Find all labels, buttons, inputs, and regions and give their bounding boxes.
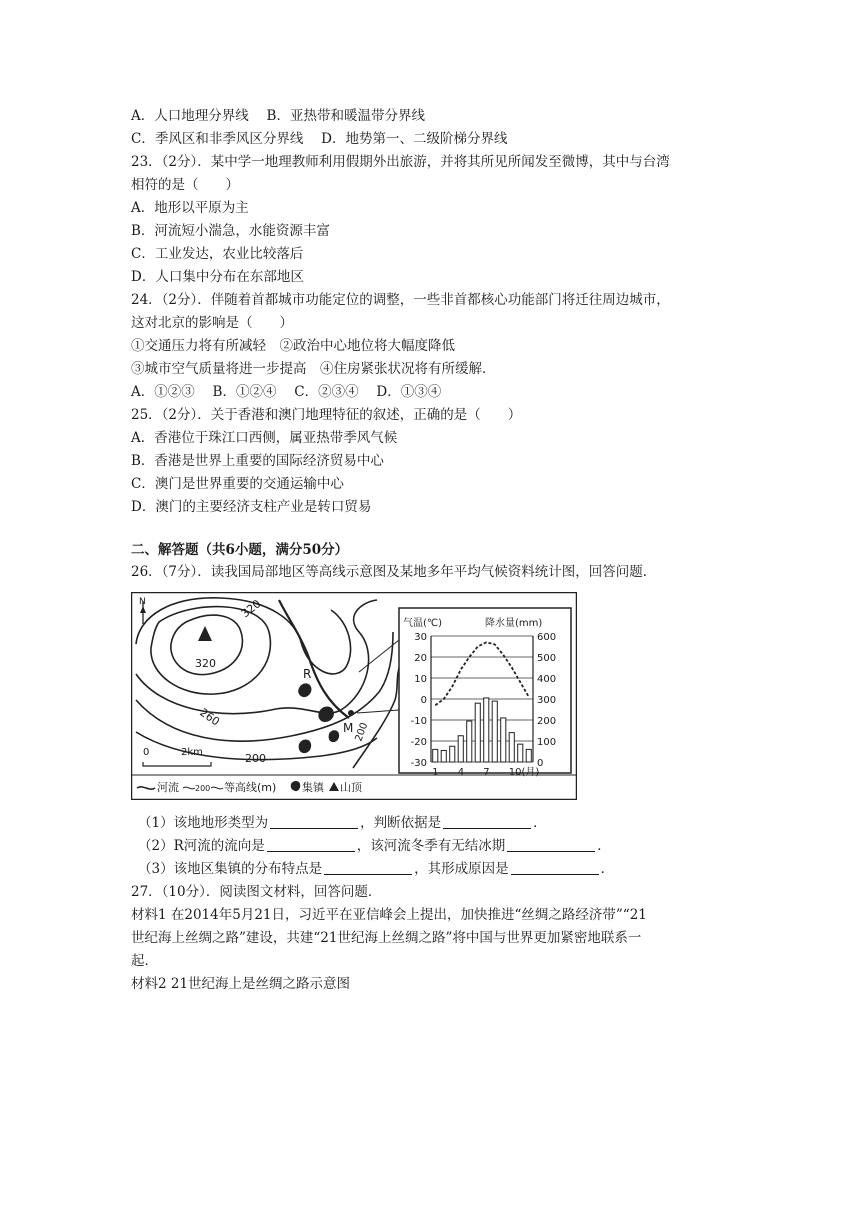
legend-river: 河流: [157, 781, 179, 794]
left-tick-label: 20: [414, 653, 427, 664]
left-tick-label: 10: [414, 674, 427, 685]
river-label: R: [303, 667, 312, 681]
q24-statements-1: ①交通压力将有所减轻 ②政治中心地位将大幅度降低: [131, 338, 455, 354]
left-tick-label: 0: [420, 695, 427, 706]
answer-blank[interactable]: [511, 860, 599, 875]
q26-figure: [131, 592, 577, 800]
contour-label: 260: [197, 705, 222, 729]
precip-bar: [484, 698, 489, 762]
q23-stem-cont: 相符的是（ ）: [131, 177, 239, 193]
q27-stem: 27．（10分）．阅读图文材料，回答问题．: [131, 884, 382, 900]
right-tick-label: 100: [537, 737, 557, 748]
q26-sub2-text: （2）R河流的流向是: [138, 838, 265, 854]
precip-bar: [467, 721, 472, 762]
q26-sub3: [138, 860, 614, 878]
q24-options: A．①②③ B．①②④ C．②③④ D．①③④: [131, 384, 442, 400]
precip-bar: [433, 749, 438, 762]
month-tick-label: 1: [432, 767, 439, 778]
q26-sub2-text: ．: [597, 838, 611, 854]
q27-material1-end: 起．: [131, 953, 158, 969]
temp-axis-label: 气温(℃): [403, 618, 443, 629]
q27-material1-cont: 世纪海上丝绸之路”建设，共建“21世纪海上丝绸之路”将中国与世界更加紧密地联系一: [131, 930, 642, 946]
q26-sub1-text: ，判断依据是: [360, 815, 442, 831]
month-tick-label: 4: [457, 767, 465, 778]
scale-length: 2km: [181, 747, 203, 758]
precip-axis-label: 降水量(mm): [485, 618, 543, 629]
q26-sub2-text: ，该河流冬季有无结冰期: [356, 838, 506, 854]
q26-sub1-text: ．: [533, 815, 547, 831]
month-tick-label: 7: [483, 767, 490, 778]
q22-options-ab: A．人口地理分界线 B．亚热带和暖温带分界线: [131, 108, 425, 124]
q25-stem: 25．（2分）．关于香港和澳门地理特征的叙述，正确的是（ ）: [131, 407, 522, 423]
q23-option-a: A．地形以平原为主: [131, 200, 249, 216]
q25-option-c: C．澳门是世界重要的交通运输中心: [131, 476, 344, 492]
precip-bar: [526, 749, 531, 762]
q26-sub3-text: ，其形成原因是: [414, 861, 509, 877]
precip-bar: [492, 701, 497, 762]
answer-blank[interactable]: [324, 860, 412, 875]
q24-stem-cont: 这对北京的影响是（ ）: [131, 315, 293, 331]
precip-bar: [458, 736, 463, 762]
right-tick-label: 600: [537, 632, 557, 643]
q26-sub3-text: （3）该地区集镇的分布特点是: [138, 861, 323, 877]
answer-blank[interactable]: [443, 814, 531, 829]
q27-material2: 材料2 21世纪海上是丝绸之路示意图: [131, 976, 351, 992]
month-tick-label: 10(月): [508, 767, 540, 778]
left-tick-label: -20: [410, 737, 427, 748]
legend-town: 集镇: [302, 781, 324, 794]
section-heading: 二、解答题（共6小题，满分50分）: [131, 542, 349, 558]
precip-bar: [441, 750, 446, 762]
q23-option-c: C．工业发达，农业比较落后: [131, 246, 304, 262]
precip-bar: [450, 746, 455, 762]
point-m-label: M: [343, 721, 354, 735]
q27-material1: 材料1 在2014年5月21日，习近平在亚信峰会上提出，加快推进“丝绸之路经济带”“21: [131, 907, 647, 923]
q26-sub1-text: （1）该地地形类型为: [138, 815, 269, 831]
answer-blank[interactable]: [507, 837, 595, 852]
contour-label: 320: [238, 597, 264, 621]
q26-sub2: [138, 837, 611, 855]
left-tick-label: -10: [410, 716, 427, 727]
right-tick-label: 200: [537, 716, 557, 727]
q25-option-a: A．香港位于珠江口西侧，属亚热带季风气候: [131, 430, 398, 446]
left-tick-label: 30: [414, 632, 427, 643]
q26-figure-svg: [131, 592, 577, 800]
answer-blank[interactable]: [267, 837, 355, 852]
answer-blank[interactable]: [270, 814, 358, 829]
precip-bar: [509, 733, 514, 762]
point-m-marker: [348, 710, 354, 716]
right-tick-label: 300: [537, 695, 557, 706]
q26-sub3-text: ．: [600, 861, 615, 877]
q25-option-b: B．香港是世界上重要的国际经济贸易中心: [131, 453, 384, 469]
q24-statements-2: ③城市空气质量将进一步提高 ④住房紧张状况将有所缓解．: [131, 361, 496, 377]
contour-label: 320: [195, 657, 216, 670]
q26-sub1: [138, 814, 547, 832]
q23-option-d: D．人口集中分布在东部地区: [131, 269, 304, 285]
left-tick-label: -30: [410, 758, 427, 769]
legend-contour: 等高线(m): [224, 781, 277, 794]
q23-stem: 23．（2分）．某中学一地理教师利用假期外出旅游，并将其所见所闻发至微博，其中与台湾: [131, 154, 670, 170]
right-tick-label: 500: [537, 653, 557, 664]
q23-option-b: B．河流短小湍急，水能资源丰富: [131, 223, 330, 239]
precip-bar: [501, 718, 506, 762]
scale-zero: 0: [143, 747, 150, 758]
right-tick-label: 0: [537, 758, 544, 769]
legend-peak: 山顶: [340, 781, 362, 794]
north-label: N: [139, 597, 146, 607]
q24-stem: 24．（2分）．伴随着首都城市功能定位的调整，一些非首都核心功能部门将迁往周边城市，: [131, 292, 670, 308]
precip-bar: [518, 744, 523, 762]
q26-stem: 26．（7分）．读我国局部地区等高线示意图及某地多年平均气候资料统计图，回答问题．: [131, 564, 657, 580]
contour-label: 200: [245, 752, 266, 765]
q25-option-d: D．澳门的主要经济支柱产业是转口贸易: [131, 499, 372, 515]
legend-contour-sample: 200: [195, 784, 211, 793]
right-tick-label: 400: [537, 674, 557, 685]
contour-label: 200: [353, 721, 371, 744]
q22-options-cd: C．季风区和非季风区分界线 D．地势第一、二级阶梯分界线: [131, 131, 508, 147]
precip-bar: [475, 703, 480, 762]
